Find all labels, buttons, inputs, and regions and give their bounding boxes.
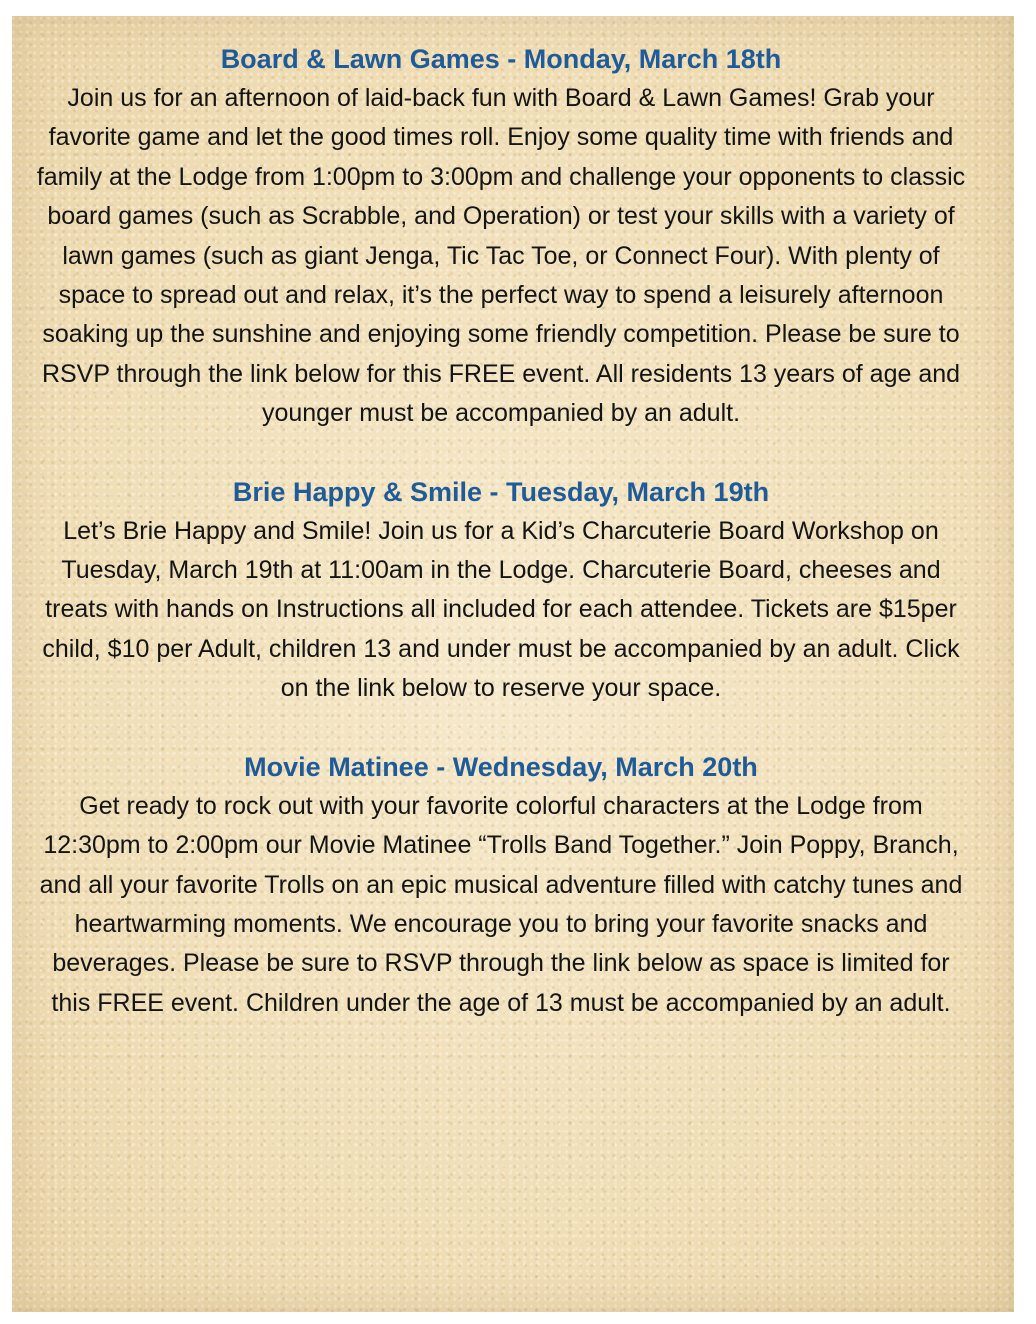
event-movie-matinee: [30, 748, 972, 1023]
event-brie-happy-smile: [30, 473, 972, 709]
event-title: Movie Matinee - Wednesday, March 20th: [244, 751, 758, 782]
event-title: Board & Lawn Games - Monday, March 18th: [220, 44, 782, 74]
event-title: Brie Happy & Smile - Tuesday, March 19th: [232, 476, 770, 507]
event-description: Let’s Brie Happy and Smile! Join us for a Kid’s Charcuterie Board Workshop on Tuesday, March 19th at 11:00am in the Lodge. Charcuterie Board, cheeses and treats with hands on Instructions all included for each attendee. Tickets are $15per child, $10 per Adult, children 13 and under must be accompanied by an adult. Click on the link below to reserve your space.: [42, 516, 960, 703]
event-announcements: [30, 40, 972, 1062]
event-description: Join us for an afternoon of laid-back fun with Board & Lawn Games! Grab your favorite game and let the good times roll. Enjoy some quality time with friends and family at the Lodge from 1:00pm to 3:00pm and challenge your opponents to classic board games (such as Scrabble, and Operation) or test your skills with a variety of lawn games (such as giant Jenga, Tic Tac Toe, or Connect Four). With plenty of space to spread out and relax, it’s the perfect way to spend a leisurely afternoon soaking up the sunshine and enjoying some friendly competition. Please be sure to RSVP through the link below for this FREE event. All residents 13 years of age and younger must be accompanied by an adult.: [36, 84, 966, 428]
event-description: Get ready to rock out with your favorite colorful characters at the Lodge from 12:30pm to 2:00pm our Movie Matinee “Trolls Band Together.” Join Poppy, Branch, and all your favorite Trolls on an epic musical adventure filled with catchy tunes and heartwarming moments. We encourage you to bring your favorite snacks and beverages. Please be sure to RSVP through the link below as space is limited for this FREE event. Children under the age of 13 must be accompanied by an adult.: [39, 791, 963, 1017]
event-board-lawn-games: [30, 40, 972, 434]
